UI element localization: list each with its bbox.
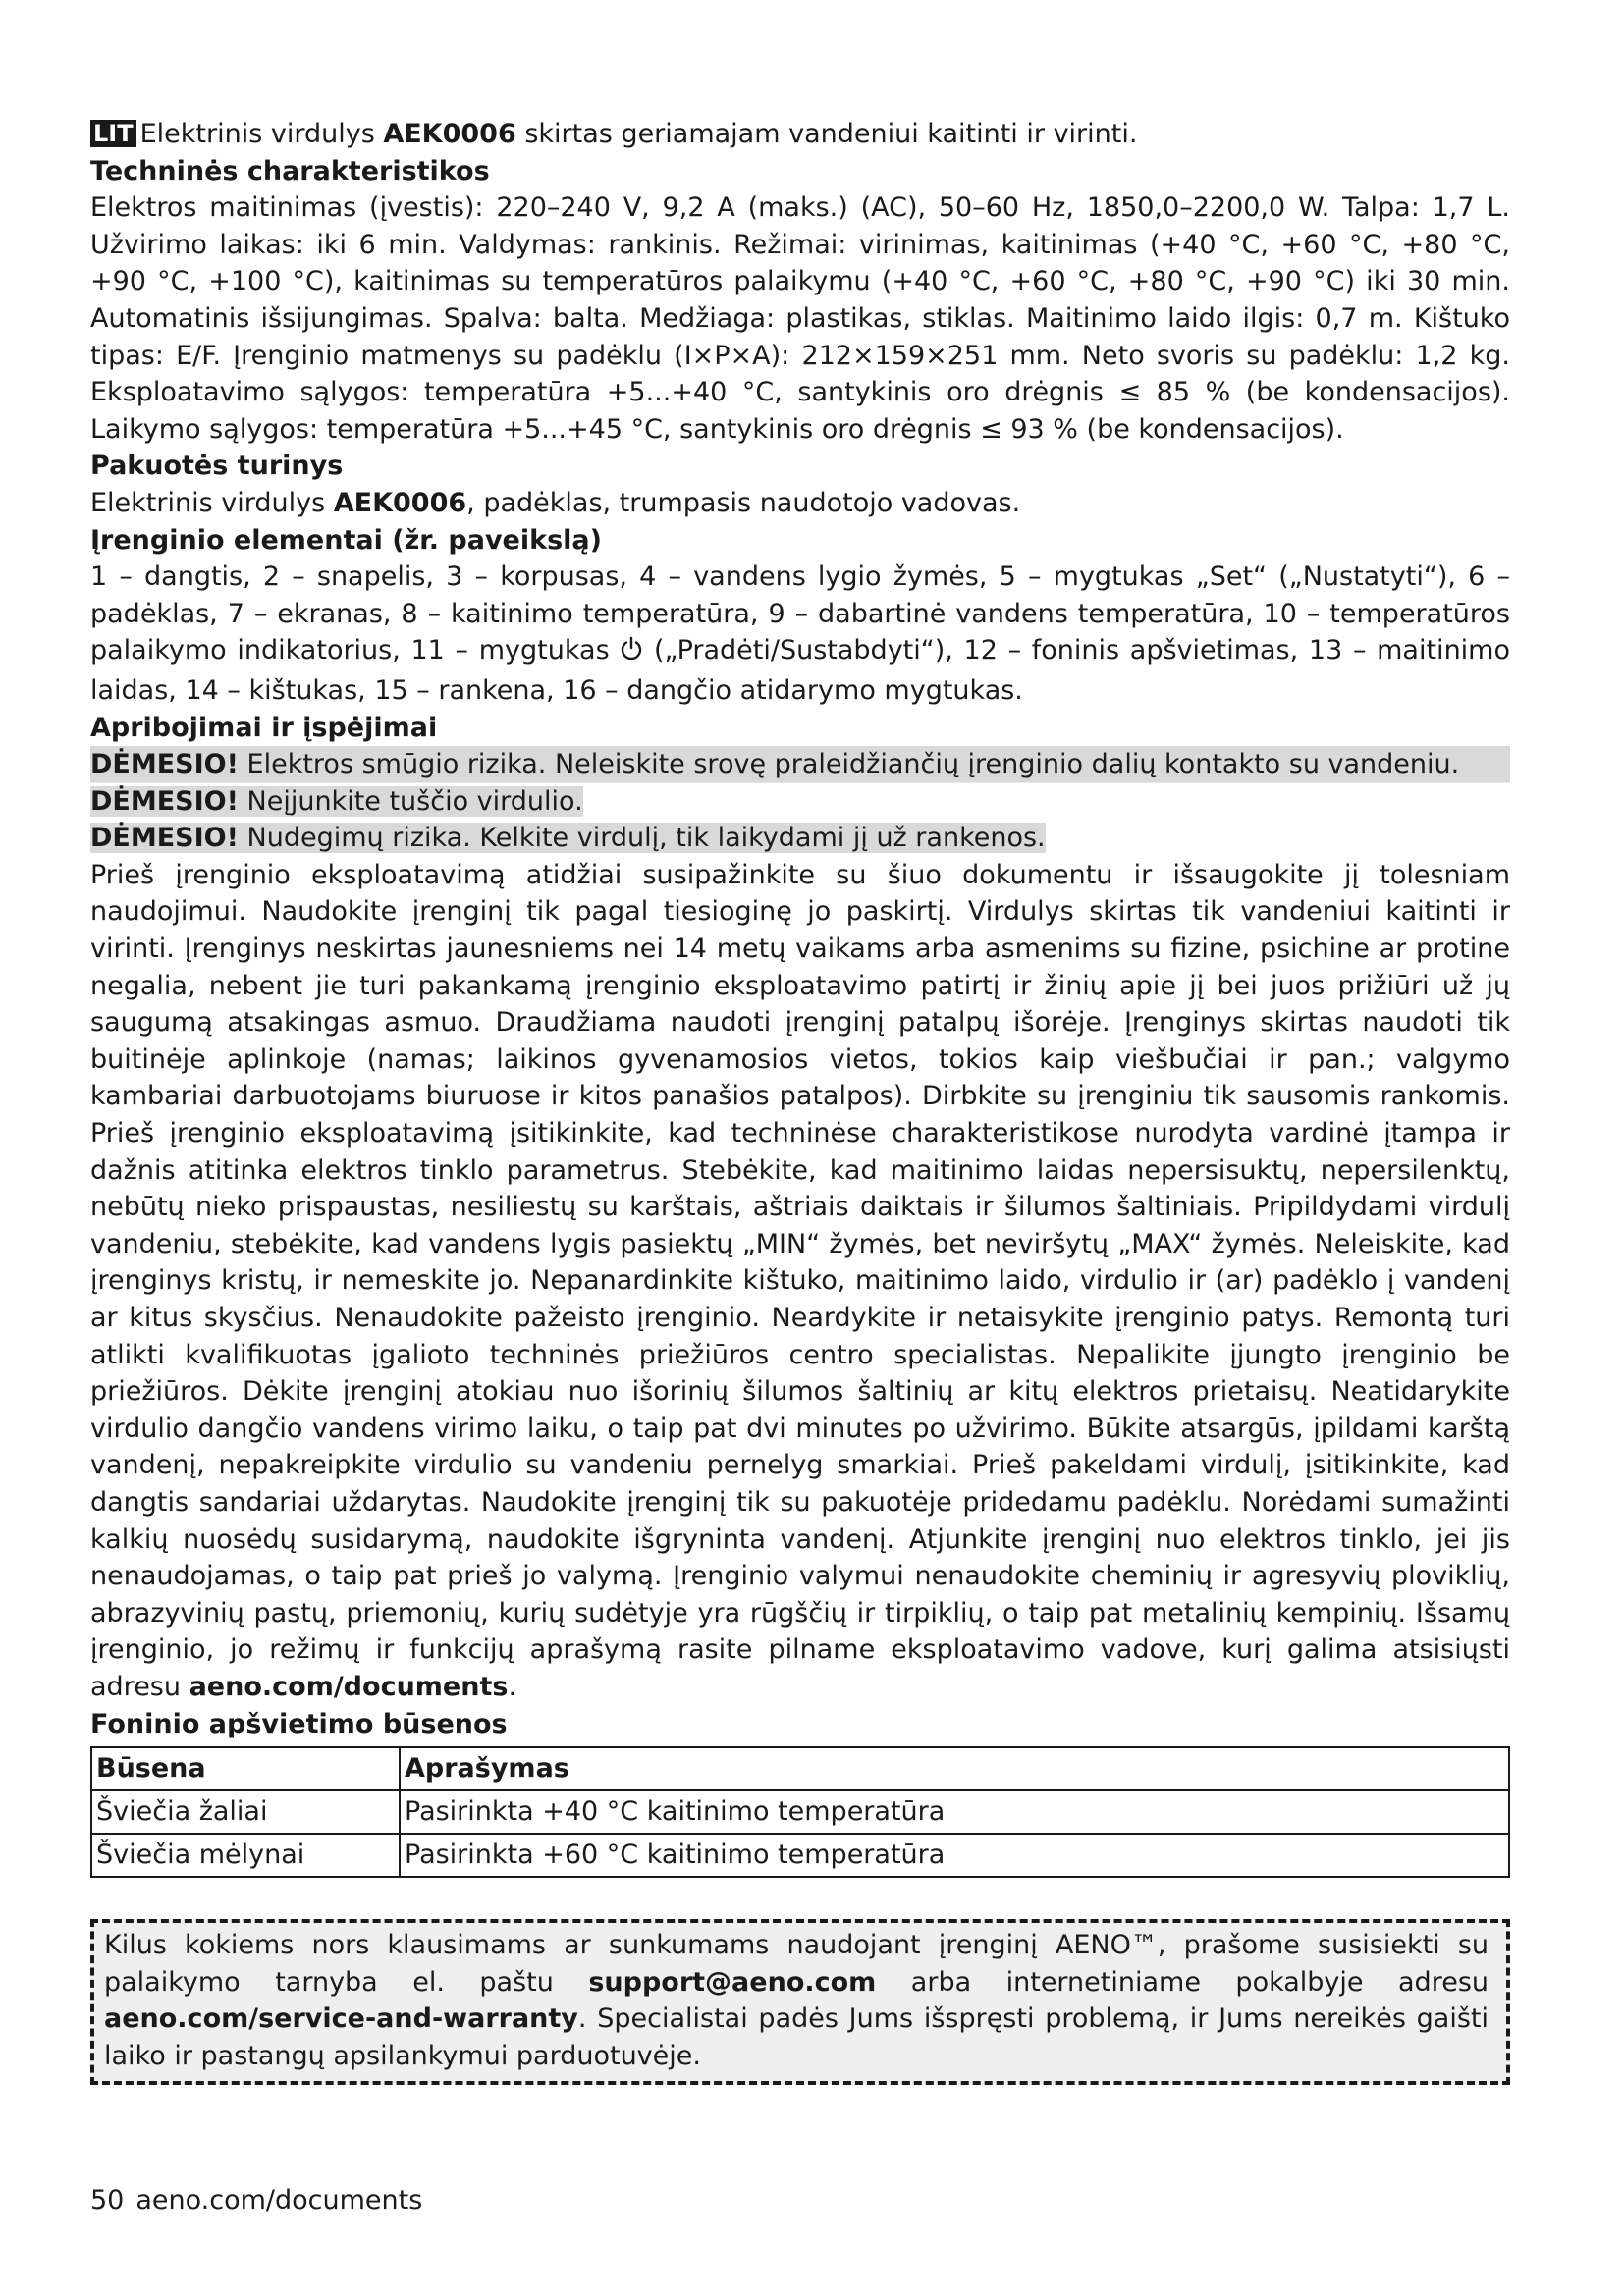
- warning-3-highlight: [90, 823, 1046, 853]
- document-page: [90, 116, 1510, 2085]
- warning-1-label: DĖMESIO!: [90, 749, 239, 780]
- elements-text: [90, 559, 1510, 709]
- warning-3: [90, 820, 1510, 857]
- package-text: [90, 485, 1510, 522]
- support-mid: arba internetiniame pokalbyje adresu: [876, 1966, 1489, 1998]
- warning-1-text: Elektros smūgio rizika. Neleiskite srovę praleidžiančių įrenginio dalių kontakto su vandeniu.: [238, 749, 1460, 780]
- warning-2-highlight: [90, 786, 583, 817]
- language-badge: LIT: [90, 120, 136, 147]
- intro-model: AEK0006: [383, 119, 516, 149]
- elements-heading: Įrenginio elementai (žr. paveikslą): [90, 524, 602, 556]
- intro-pre: Elektrinis virdulys: [139, 119, 384, 149]
- intro-paragraph: [90, 116, 1510, 153]
- elements-text-after: („Pradėti/Sustabdyti“), 12 – foninis apšvietimas, 13 – maitinimo laidas, 14 – kištukas, 15 – rankena, 16 – dangčio atidarymo mygtukas.: [90, 635, 1510, 706]
- specs-text: Elektros maitinimas (įvestis): 220–240 V, 9,2 A (maks.) (AC), 50–60 Hz, 1850,0–2200,0 W. Talpa: 1,7 L. Užvirimo laikas: iki 6 min. Valdymas: rankinis. Režimai: virinimas, kaitinimas (+40 °C, +60 °C, +80 °C, +90 °C, +100 °C), kaitinimas su temperatūros palaikymu (+40 °C, +60 °C, +80 °C, +90 °C) iki 30 min. Automatinis išsijungimas. Spalva: balta. Medžiaga: plastikas, stiklas. Maitinimo laido ilgis: 0,7 m. Kištuko tipas: E/F. Įrenginio matmenys su padėklu (I×P×A): 212×159×251 mm. Neto svoris su padėklu: 1,2 kg. Eksploatavimo sąlygos: temperatūra +5...+40 °C, santykinis oro drėgnis ≤ 85 % (be kondensacijos). Laikymo sąlygos: temperatūra +5...+45 °C, santykinis oro drėgnis ≤ 93 % (be kondensacijos).: [90, 192, 1510, 445]
- warnings-body-end: .: [508, 1671, 517, 1702]
- table-row: [91, 1834, 1509, 1877]
- power-icon: [620, 635, 643, 672]
- table-cell-description: Pasirinkta +60 °C kaitinimo temperatūra: [400, 1834, 1509, 1877]
- elements-text-before: 1 – dangtis, 2 – snapelis, 3 – korpusas, 4 – vandens lygio žymės, 5 – mygtukas „Set“ („Nustatyti“), 6 – padėklas, 7 – ekranas, 8 – kaitinimo temperatūra, 9 – dabartinė vandens temperatūra, 10 – temperatūros palaikymo indikatorius, 11 – mygtukas: [90, 561, 1510, 667]
- warning-2: [90, 783, 1510, 821]
- table-cell-state: Šviečia žaliai: [91, 1790, 400, 1834]
- footer-url[interactable]: aeno.com/documents: [135, 2185, 423, 2216]
- warning-2-text: Neįjunkite tuščio virdulio.: [238, 785, 583, 817]
- backlight-table: [90, 1746, 1510, 1878]
- package-post: , padėklas, trumpasis naudotojo vadovas.: [466, 487, 1021, 518]
- table-cell-state: Šviečia mėlynai: [91, 1834, 400, 1877]
- warning-2-label: DĖMESIO!: [90, 785, 239, 817]
- warning-1-highlight: [90, 749, 1459, 779]
- column-header-state: Būsena: [91, 1747, 400, 1790]
- warning-3-label: DĖMESIO!: [90, 823, 239, 854]
- documents-link[interactable]: aeno.com/documents: [189, 1671, 509, 1702]
- table-row: [91, 1790, 1509, 1834]
- page-footer: [90, 2185, 422, 2216]
- table-cell-description: Pasirinkta +40 °C kaitinimo temperatūra: [400, 1790, 1509, 1834]
- warning-1: [90, 746, 1510, 783]
- support-email-link[interactable]: support@aeno.com: [588, 1966, 877, 1998]
- support-pre: Kilus kokiems nors klausimams ar sunkumams naudojant įrenginį AENO™, prašome susisiekti su palaikymo tarnyba el. paštu: [104, 1930, 1489, 1998]
- service-warranty-link[interactable]: aeno.com/service-and-warranty: [104, 2003, 578, 2035]
- backlight-heading: Foninio apšvietimo būsenos: [90, 1708, 508, 1739]
- package-pre: Elektrinis virdulys: [90, 487, 334, 518]
- page-number: 50: [90, 2185, 125, 2216]
- warnings-body-text: Prieš įrenginio eksploatavimą atidžiai susipažinkite su šiuo dokumentu ir išsaugokite jį tolesniam naudojimui. Naudokite įrenginį tik pagal tiesioginę jo paskirtį. Virdulys skirtas tik vandeniui kaitinti ir virinti. Įrenginys neskirtas jaunesniems nei 14 metų vaikams arba asmenims su fizine, psichine ar protine negalia, nebent jie turi pakankamą įrenginio eksploatavimo patirtį ir žinių apie jį bei juos prižiūri už jų saugumą atsakingas asmuo. Draudžiama naudoti įrenginį patalpų išorėje. Įrenginys skirtas naudoti tik buitinėje aplinkoje (namas; laikinos gyvenamosios vietos, tokios kaip viešbučiai ir pan.; valgymo kambariai darbuotojams biuruose ir kitos panašios patalpos). Dirbkite su įrenginiu tik sausomis rankomis. Prieš įrenginio eksploatavimą įsitikinkite, kad techninėse charakteristikose nurodyta vardinė įtampa ir dažnis atitinka elektros tinklo parametrus. Stebėkite, kad maitinimo laidas nepersisuktų, nepersilenktų, nebūtų nieko prispaustas, nesiliestų su karštais, aštriais daiktais ir šilumos šaltiniais. Pripildydami virdulį vandeniu, stebėkite, kad vandens lygis pasiektų „MIN“ žymės, bet neviršytų „MAX“ žymės. Neleiskite, kad įrenginys kristų, ir nemeskite jo. Nepanardinkite kištuko, maitinimo laido, virdulio ir (ar) padėklo į vandenį ar kitus skysčius. Nenaudokite pažeisto įrenginio. Neardykite ir netaisykite įrenginio patys. Remontą turi atlikti kvalifikuotas įgalioto techninės priežiūros centro specialistas. Nepalikite įjungto įrenginio be priežiūros. Dėkite įrenginį atokiau nuo išorinių šilumos šaltinių ar kitų elektros prietaisų. Neatidarykite virdulio dangčio vandens virimo laiku, o taip pat dvi minutes po užvirimo. Būkite atsargūs, įpildami karštą vandenį, nepakreipkite virdulio su vandeniu pernelyg smarkiai. Prieš pakeldami virdulį, įsitikinkite, kad dangtis sandariai uždarytas. Naudokite įrenginį tik su pakuotėje pridedamu padėklu. Norėdami sumažinti kalkių nuosėdų susidarymą, naudokite išgryninta vandenį. Atjunkite įrenginį nuo elektros tinklo, jei jis nenaudojamas, o taip pat prieš jo valymą. Įrenginio valymui nenaudokite cheminių ir agresyvių ploviklių, abrazyvinių pastų, priemonių, kurių sudėtyje yra rūgščių ir tirpiklių, o taip pat metalinių kempinių. Išsamų įrenginio, jo režimų ir funkcijų aprašymą rasite pilname eksploatavimo vadove, kurį galima atsisiųsti adresu: [90, 859, 1510, 1702]
- column-header-description: Aprašymas: [400, 1747, 1509, 1790]
- package-heading: Pakuotės turinys: [90, 451, 344, 482]
- package-model: AEK0006: [333, 487, 467, 518]
- intro-post: skirtas geriamajam vandeniui kaitinti ir virinti.: [515, 119, 1138, 149]
- warnings-body: [90, 857, 1510, 1706]
- warnings-heading: Apribojimai ir įspėjimai: [90, 712, 438, 743]
- table-header-row: [91, 1747, 1509, 1790]
- support-notice: [90, 1919, 1510, 2084]
- specs-heading: Techninės charakteristikos: [90, 155, 490, 187]
- warning-3-text: Nudegimų rizika. Kelkite virdulį, tik laikydami jį už rankenos.: [238, 823, 1046, 854]
- support-post: . Specialistai padės Jums išspręsti problemą, ir Jums nereikės gaišti laiko ir pastangų apsilankymui parduotuvėje.: [104, 2003, 1489, 2071]
